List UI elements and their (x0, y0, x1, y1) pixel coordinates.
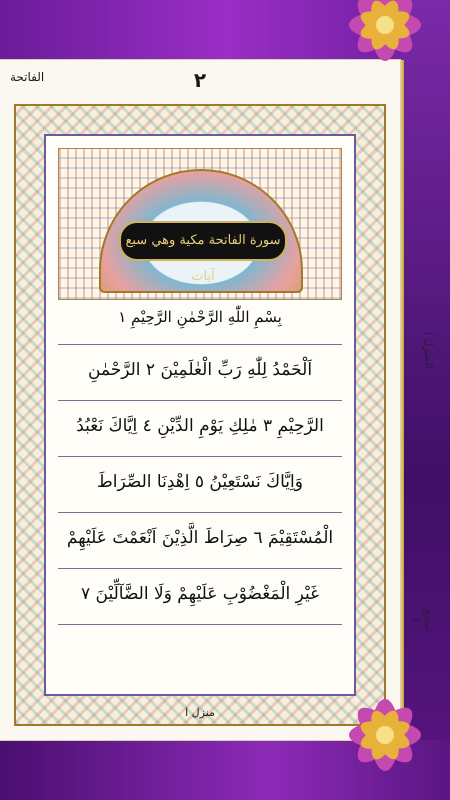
flower-ornament-top-icon (340, 0, 430, 70)
side-label-bottom: سجع ٤ (409, 608, 435, 632)
surah-header-ornament (58, 148, 342, 300)
verse-line-5: غَيْرِ الْمَغْضُوْبِ عَلَيْهِمْ وَلَا الضَّآلِّيْنَ ٧ (80, 584, 320, 604)
right-purple-band (400, 0, 450, 800)
dome-ornament (99, 169, 303, 293)
page-number: ٢ (193, 68, 207, 92)
line-divider (58, 624, 342, 625)
line-divider (58, 568, 342, 569)
flower-ornament-bottom-icon (340, 690, 430, 780)
side-label-manzil: المنزل ا (422, 331, 435, 369)
ornamental-frame (14, 104, 386, 726)
quran-page (0, 60, 400, 740)
verse-line-4: الْمُسْتَقِيْمَ ٦ صِرَاطَ الَّذِيْنَ اَنْعَمْتَ عَلَيْهِمْ (66, 528, 334, 548)
surah-title-text: سورة الفاتحة مكية وهي سبع آيات (125, 233, 281, 284)
line-divider (58, 456, 342, 457)
bismillah-line: بِسْمِ اللّٰهِ الرَّحْمٰنِ الرَّحِيْمِ ١ (118, 308, 282, 326)
surah-title-cartouche (119, 221, 287, 284)
surah-name: الفاتحة (10, 70, 45, 84)
text-panel (44, 134, 356, 696)
line-divider (58, 512, 342, 513)
line-divider (58, 344, 342, 345)
verse-line-1: اَلْحَمْدُ لِلّٰهِ رَبِّ الْعٰلَمِيْنَ ٢ الرَّحْمٰنِ (87, 360, 313, 380)
verse-line-2: الرَّحِيْمِ ٣ مٰلِكِ يَوْمِ الدِّيْنِ ٤ اِيَّاكَ نَعْبُدُ (76, 416, 324, 436)
line-divider (58, 400, 342, 401)
verse-line-3: وَاِيَّاكَ نَسْتَعِيْنُ ٥ اِهْدِنَا الصِّرَاطَ (97, 472, 303, 492)
manzil-footer: منزل ا (185, 706, 215, 719)
